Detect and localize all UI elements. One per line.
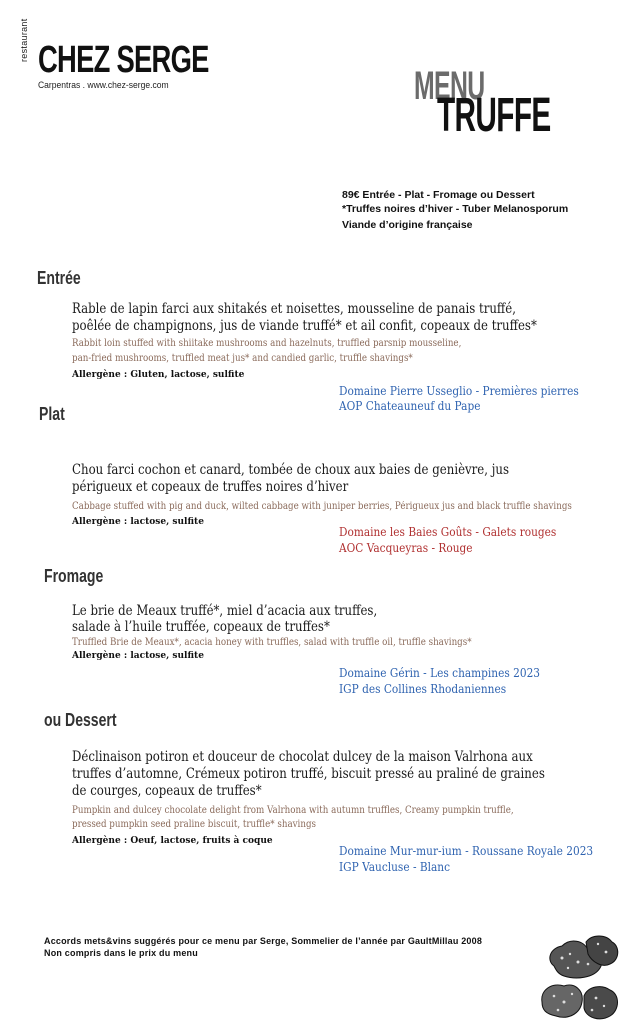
wine-pairing-domaine: Domaine les Baies Goûts - Galets rouges [339, 525, 557, 539]
dish-description-en: Pumpkin and dulcey chocolate delight from Valrhona with autumn truffles, Creamy pumpkin truffle, [72, 805, 514, 816]
restaurant-name: CHEZ SERGE [38, 39, 209, 81]
section-title-fromage: Fromage [44, 566, 104, 586]
restaurant-label: restaurant [19, 18, 29, 62]
section-title-entree: Entrée [37, 268, 81, 288]
dish-description-fr: Le brie de Meaux truffé*, miel d’acacia aux truffes, [72, 603, 378, 619]
restaurant-subtitle: Carpentras . www.chez-serge.com [38, 80, 169, 90]
dish-description-en: Rabbit loin stuffed with shiitake mushrooms and hazelnuts, truffled parsnip mousseline, [72, 338, 462, 349]
truffle-line: *Truffes noires d’hiver - Tuber Melanosporum [342, 203, 569, 215]
dish-description-fr: salade à l’huile truffée, copeaux de truffes* [72, 619, 330, 635]
allergen-info: Allergène : Oeuf, lactose, fruits à coque [72, 835, 273, 846]
footer-price-note: Non compris dans le prix du menu [44, 948, 198, 958]
wine-pairing-domaine: Domaine Mur-mur-ium - Roussane Royale 2023 [339, 844, 594, 858]
section-title-plat: Plat [39, 404, 65, 424]
wine-pairing-domaine: Domaine Gérin - Les champines 2023 [339, 666, 541, 680]
dish-description-fr: Rable de lapin farci aux shitakés et noisettes, mousseline de panais truffé, [72, 301, 516, 317]
dish-description-fr: truffes d’automne, Crémeux potiron truffé, biscuit pressé au praliné de graines [72, 766, 545, 782]
dish-description-en: pan-fried mushrooms, truffled meat jus* and candied garlic, truffle shavings* [72, 353, 413, 364]
dish-description-fr: Chou farci cochon et canard, tombée de choux aux baies de genièvre, jus [72, 462, 509, 478]
dish-description-fr: de courges, copeaux de truffes* [72, 783, 262, 799]
wine-pairing-appellation: AOP Chateauneuf du Pape [339, 399, 481, 413]
menu-title-menu: MENU [414, 64, 485, 108]
wine-pairing-appellation: AOC Vacqueyras - Rouge [339, 541, 473, 555]
allergen-info: Allergène : Gluten, lactose, sulfite [72, 369, 245, 380]
dish-description-fr: poêlée de champignons, jus de viande truffé* et ail confit, copeaux de truffes* [72, 318, 537, 334]
allergen-info: Allergène : lactose, sulfite [72, 516, 204, 527]
wine-pairing-appellation: IGP Vaucluse - Blanc [339, 860, 451, 874]
menu-title-truffe: TRUFFE [437, 89, 551, 142]
dish-description-fr: Déclinaison potiron et douceur de chocolat dulcey de la maison Valrhona aux [72, 749, 533, 765]
truffle-illustration-icon [540, 930, 621, 1024]
section-title-dessert: ou Dessert [44, 710, 117, 730]
dish-description-en: Cabbage stuffed with pig and duck, wilted cabbage with juniper berries, Périgueux jus and black truffle shavings [72, 501, 572, 512]
wine-pairing-domaine: Domaine Pierre Usseglio - Premières pierres [339, 384, 579, 398]
dish-description-en: pressed pumpkin seed praline biscuit, truffle* shavings [72, 819, 316, 830]
wine-pairing-appellation: IGP des Collines Rhodaniennes [339, 682, 507, 696]
dish-description-fr: périgueux et copeaux de truffes noires d’hiver [72, 479, 349, 495]
dish-description-en: Truffled Brie de Meaux*, acacia honey with truffles, salad with truffle oil, truffle shavings* [72, 637, 472, 648]
allergen-info: Allergène : lactose, sulfite [72, 650, 204, 661]
origin-line: Viande d’origine française [342, 219, 473, 231]
price-line: 89€ Entrée - Plat - Fromage ou Dessert [342, 189, 535, 201]
footer-pairing-note: Accords mets&vins suggérés pour ce menu par Serge, Sommelier de l’année par GaultMillau 2008 [44, 936, 483, 946]
